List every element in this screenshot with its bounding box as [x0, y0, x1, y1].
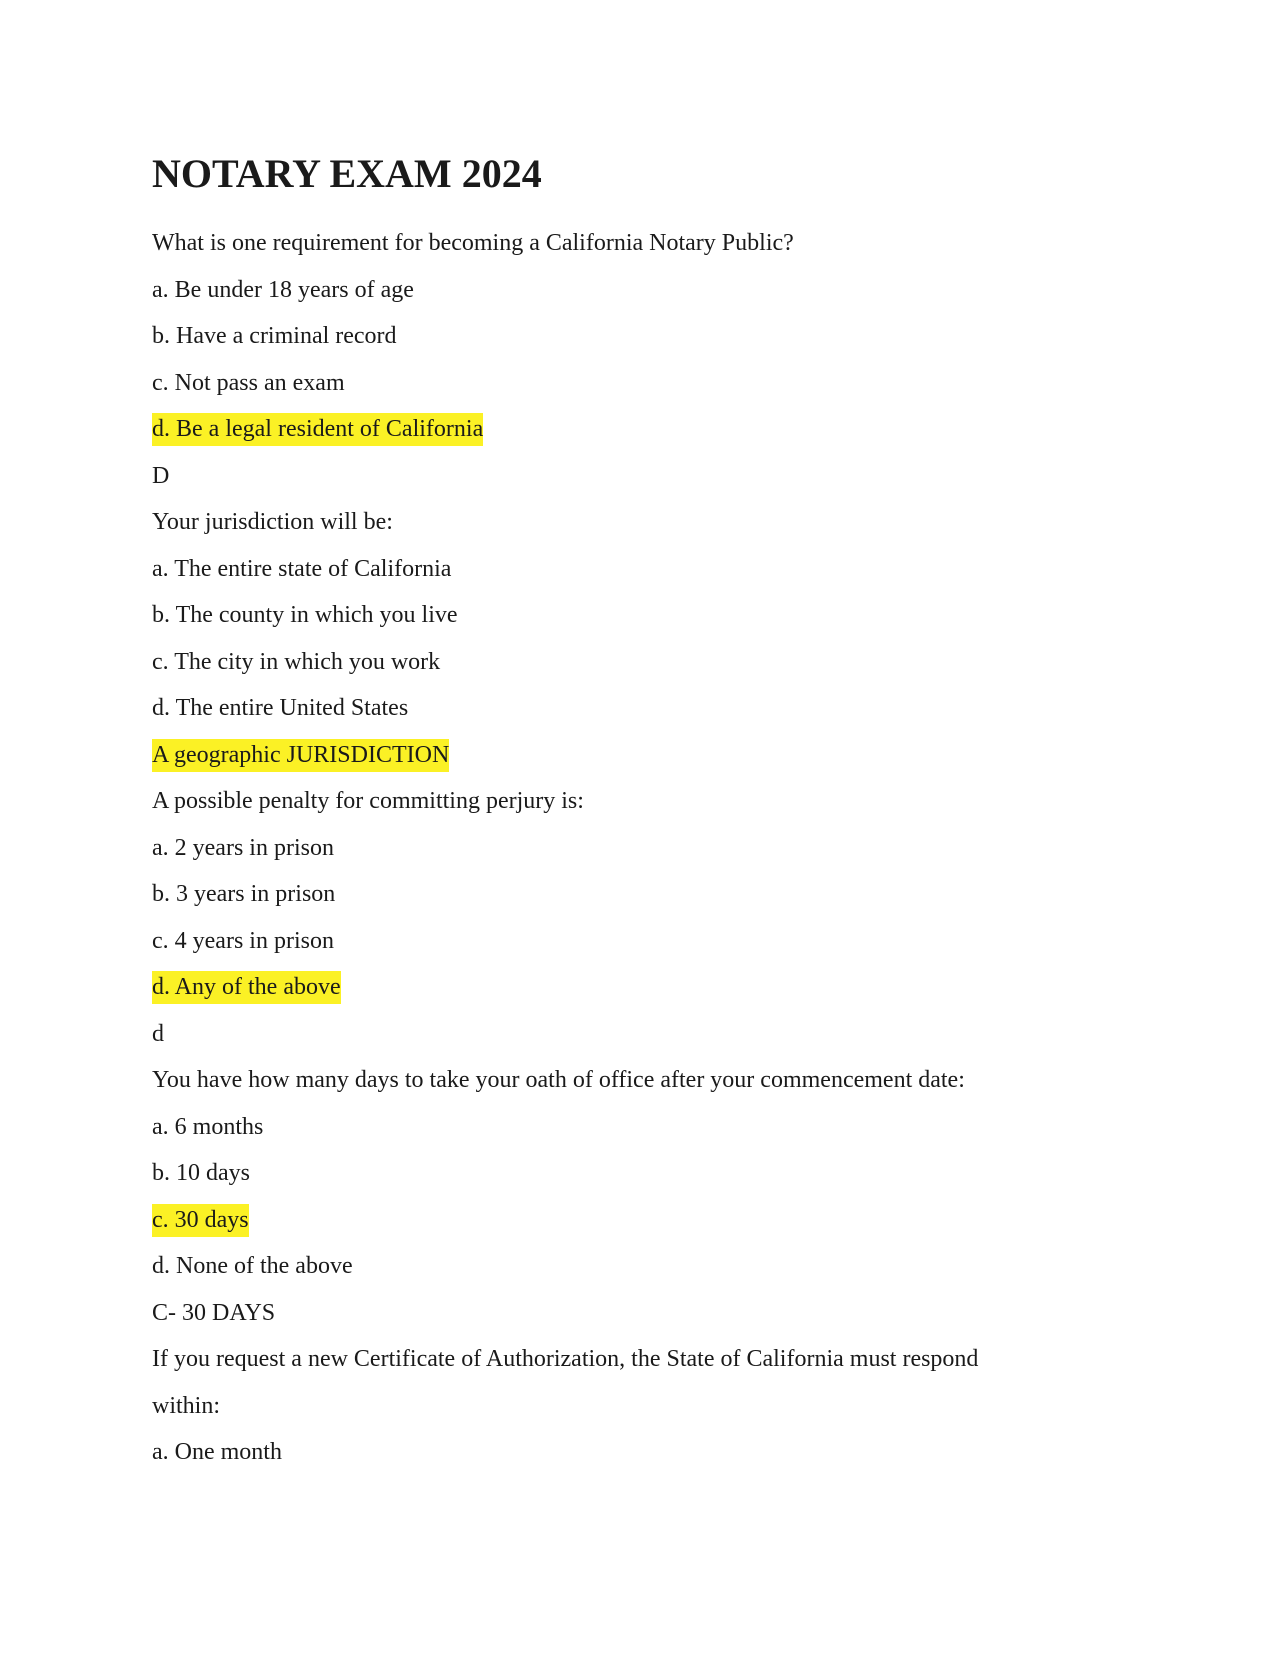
- line-text: a. One month: [152, 1439, 282, 1465]
- line-text: c. 30 days: [152, 1204, 249, 1237]
- text-line: [152, 220, 1152, 267]
- line-text: b. The county in which you live: [152, 602, 458, 628]
- text-line: [152, 313, 1152, 360]
- line-text: a. 2 years in prison: [152, 834, 334, 861]
- text-line: [152, 825, 1152, 872]
- line-text: a. The entire state of California: [152, 555, 452, 582]
- line-text: d. Any of the above: [152, 971, 341, 1004]
- line-text: d. Be a legal resident of California: [152, 413, 483, 446]
- document-title: NOTARY EXAM 2024: [152, 151, 542, 196]
- line-text: A possible penalty for committing perjury is:: [152, 788, 584, 814]
- text-line: [152, 267, 1152, 314]
- line-text: a. Be under 18 years of age: [152, 276, 414, 303]
- highlighted-answer-line: [152, 964, 1152, 1011]
- highlighted-answer-line: [152, 1197, 1152, 1244]
- text-line: [152, 871, 1152, 918]
- line-text: D: [152, 462, 170, 489]
- text-line: [152, 360, 1152, 407]
- text-line: [152, 1011, 1152, 1058]
- line-text: d: [152, 1020, 164, 1047]
- line-text: Your jurisdiction will be:: [152, 509, 393, 535]
- line-text: You have how many days to take your oath of office after your commencement date:: [152, 1067, 965, 1093]
- text-line: [152, 453, 1152, 500]
- line-text: b. 10 days: [152, 1160, 250, 1186]
- text-line: [152, 1150, 1152, 1197]
- text-line: [152, 1290, 1152, 1337]
- text-line: [152, 685, 1152, 732]
- text-line: [152, 778, 1152, 825]
- line-text: d. None of the above: [152, 1253, 353, 1279]
- line-text: c. Not pass an exam: [152, 369, 345, 396]
- text-line: [152, 546, 1152, 593]
- line-text: a. 6 months: [152, 1113, 264, 1140]
- highlighted-answer-line: [152, 732, 1152, 779]
- line-text: C- 30 DAYS: [152, 1299, 276, 1326]
- text-line: [152, 1057, 1152, 1104]
- text-line: [152, 639, 1152, 686]
- text-line: [152, 918, 1152, 965]
- text-line: [152, 592, 1152, 639]
- line-text: What is one requirement for becoming a California Notary Public?: [152, 230, 794, 256]
- line-text: b. 3 years in prison: [152, 881, 336, 907]
- line-text: within:: [152, 1392, 221, 1419]
- text-line: [152, 1383, 1152, 1430]
- text-line: [152, 1243, 1152, 1290]
- line-text: c. The city in which you work: [152, 648, 441, 675]
- line-text: c. 4 years in prison: [152, 927, 334, 954]
- text-line: [152, 1104, 1152, 1151]
- text-line: [152, 1336, 1152, 1383]
- text-line: [152, 499, 1152, 546]
- line-text: If you request a new Certificate of Authorization, the State of California must respond: [152, 1346, 979, 1372]
- line-text: b. Have a criminal record: [152, 323, 397, 349]
- line-text: A geographic JURISDICTION: [152, 739, 449, 772]
- highlighted-answer-line: [152, 406, 1152, 453]
- document-body: [152, 220, 1152, 1476]
- text-line: [152, 1429, 1152, 1476]
- line-text: d. The entire United States: [152, 695, 409, 721]
